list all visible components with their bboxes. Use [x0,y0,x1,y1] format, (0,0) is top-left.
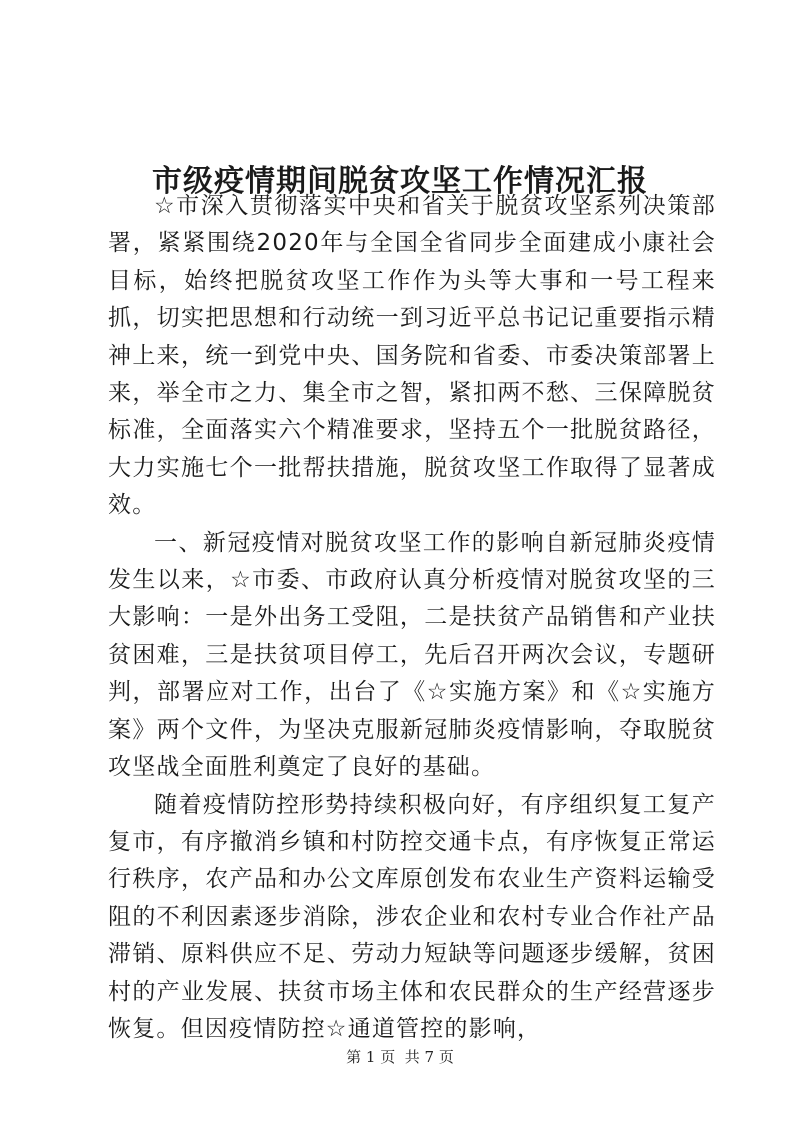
paragraph-3: 随着疫情防控形势持续积极向好，有序组织复工复产复市，有序撤消乡镇和村防控交通卡点，有序恢复正常运行秩序，农产品和办公文库原创发布农业生产资料运输受阻的不利因素逐步消除，涉农企业和农村专业合作社产品滞销、原料供应不足、劳动力短缺等问题逐步缓解，贫困村的产业发展、扶贫市场主体和农民群众的生产经营逐步恢复。但因疫情防控☆通道管控的影响， [108,791,716,1042]
document-title: 市级疫情期间脱贫攻坚工作情况汇报 [152,164,648,200]
paragraph-2: 一、新冠疫情对脱贫攻坚工作的影响自新冠肺炎疫情发生以来，☆市委、市政府认真分析疫情对脱贫攻坚的三大影响：一是外出务工受阻，二是扶贫产品销售和产业扶贫困难，三是扶贫项目停工，先后召开两次会议，专题研判，部署应对工作，出台了《☆实施方案》和《☆实施方案》两个文件，为坚决克服新冠肺炎疫情影响，夺取脱贫攻坚战全面胜利奠定了良好的基础。 [108,529,716,781]
page-number: 第 1 页 [346,1048,396,1066]
document-body [108,188,716,1048]
page-footer [0,1047,800,1067]
page-total: 共 7 页 [404,1048,454,1066]
paragraph-1: ☆市深入贯彻落实中央和省关于脱贫攻坚系列决策部署，紧紧围绕2020年与全国全省同步全面建成小康社会目标，始终把脱贫攻坚工作作为头等大事和一号工程来抓，切实把思想和行动统一到习近平总书记记重要指示精神上来，统一到党中央、国务院和省委、市委决策部署上来，举全市之力、集全市之智，紧扣两不愁、三保障脱贫标准，全面落实六个精准要求，坚持五个一批脱贫路径，大力实施七个一批帮扶措施，脱贫攻坚工作取得了显著成效。 [108,193,716,519]
